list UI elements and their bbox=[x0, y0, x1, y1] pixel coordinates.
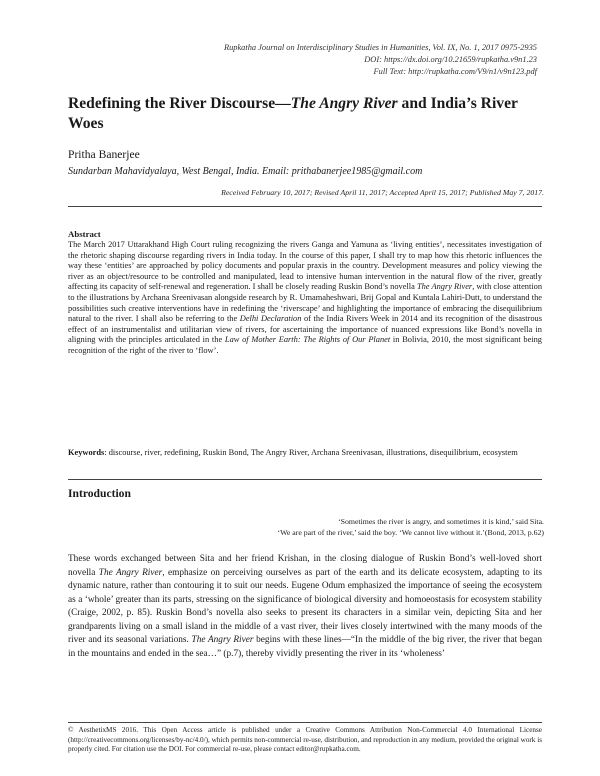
keywords bbox=[68, 447, 542, 458]
keywords-label: Keywords bbox=[68, 448, 105, 457]
article-title bbox=[68, 94, 538, 134]
abstract-body: The March 2017 Uttarakhand High Court ruling recognizing the rivers Ganga and Yamuna as ‘living entities’, necessitates investigation of the rhetoric shaping discourse regarding rivers in India today. In the course of this paper, I shall try to map how this rhetoric influences the way these ‘entities’ are approached by policy documents and popular praxis in the country. Development measures and policy viewing the river as an object/resource to be controlled and manipulated, lead to intensive human intervention in the natural flow of the river, greatly affecting its capacity of self-renewal and regeneration. I shall be closely reading Ruskin Bond’s novella The Angry River, with close attention to the illustrations by Archana Sreenivasan alongside research by R. Umamaheshwari, Brij Gopal and Kuntala Lahiri-Dutt, to understand the possibilities such creative interventions have in redefining the ‘riverscape’ and highlighting the importance of embracing the disequilibrium natural to the river. I shall also be referring to the Delhi Declaration of the India Rivers Week in 2014 and its recognition of the disastrous effect of an instrumentalist and utilitarian view of rivers, for ascertaining the importance of nuanced expressions like Bond’s novella in aligning with the principles articulated in the Law of Mother Earth: The Rights of Our Planet in Bolivia, 2010, the most significant being recognition of the right of the river to ‘flow’. bbox=[68, 240, 543, 355]
publication-dates: Received February 10, 2017; Revised April 11, 2017; Accepted April 15, 2017; Published May 7, 2017. bbox=[221, 188, 544, 197]
journal-citation-line: Rupkatha Journal on Interdisciplinary Studies in Humanities, Vol. IX, No. 1, 2017 0975-2935 bbox=[223, 43, 537, 52]
epigraph-line: ‘We are part of the river,’ said the boy. ‘We cannot live without it.’(Bond, 2013, p.62) bbox=[277, 527, 544, 537]
journal-header bbox=[97, 42, 537, 78]
footer-divider bbox=[68, 722, 542, 723]
author-name: Pritha Banerjee bbox=[68, 148, 140, 161]
abstract-heading: Abstract bbox=[68, 229, 101, 239]
section-heading-introduction: Introduction bbox=[68, 487, 131, 500]
title-text-2: and India’s River Woes bbox=[68, 95, 518, 132]
license-footer: © AesthetixMS 2016. This Open Access article is published under a Creative Commons Attribution Non-Commercial 4.0 International License (http://creativecommons.org/licenses/by-nc/4.0/), which permits non-commercial re-use, distribution, and reproduction in any medium, provided the original work is properly cited. For citation use the DOI. For commercial re-use, please contact editor@rupkatha.com. bbox=[68, 726, 542, 754]
doi-link[interactable]: DOI: https://dx.doi.org/10.21659/rupkatha.v9n1.23 bbox=[364, 55, 537, 64]
epigraph bbox=[278, 517, 544, 538]
epigraph-line: ‘Sometimes the river is angry, and sometimes it is kind,’ said Sita. bbox=[338, 517, 544, 526]
divider-top bbox=[68, 206, 542, 207]
fulltext-link[interactable]: Full Text: http://rupkatha.com/V9/n1/v9n123.pdf bbox=[373, 67, 537, 76]
author-affiliation: Sundarban Mahavidyalaya, West Bengal, India. Email: prithabanerjee1985@gmail.com bbox=[68, 166, 423, 177]
introduction-paragraph: These words exchanged between Sita and her friend Krishan, in the closing dialogue of Ruskin Bond’s well-loved short novella The Angry River, emphasize on perceiving ourselves as part of the earth and its delicate ecosystem, adapting to its dynamic nature, rather than contouring it to suit our needs. Eugene Odum emphasized the importance of seeing the ecosystem as a ‘whole’ greater than its parts, stressing on the significance of biological diversity and homoeostasis for ecosystem stability (Craige, 2002, p. 85). Ruskin Bond’s novella also seeks to present its characters in a similar vein, depicting Sita and her grandparents living on a small island in the middle of a vast river, their lives closely intertwined with the many moods of the river and its seasonal variations. The Angry River begins with these lines—“In the middle of the big river, the river that began in the mountains and ended in the sea…” (p.7), thereby vividly presenting the river in its ‘wholeness’ bbox=[68, 554, 543, 659]
title-italic: The Angry River bbox=[290, 95, 398, 112]
keywords-list: : discourse, river, redefining, Ruskin Bond, The Angry River, Archana Sreenivasan, illustrations, disequilibrium, ecosystem bbox=[104, 448, 518, 457]
divider-bottom bbox=[68, 479, 542, 480]
title-text-1: Redefining the River Discourse— bbox=[68, 95, 291, 112]
